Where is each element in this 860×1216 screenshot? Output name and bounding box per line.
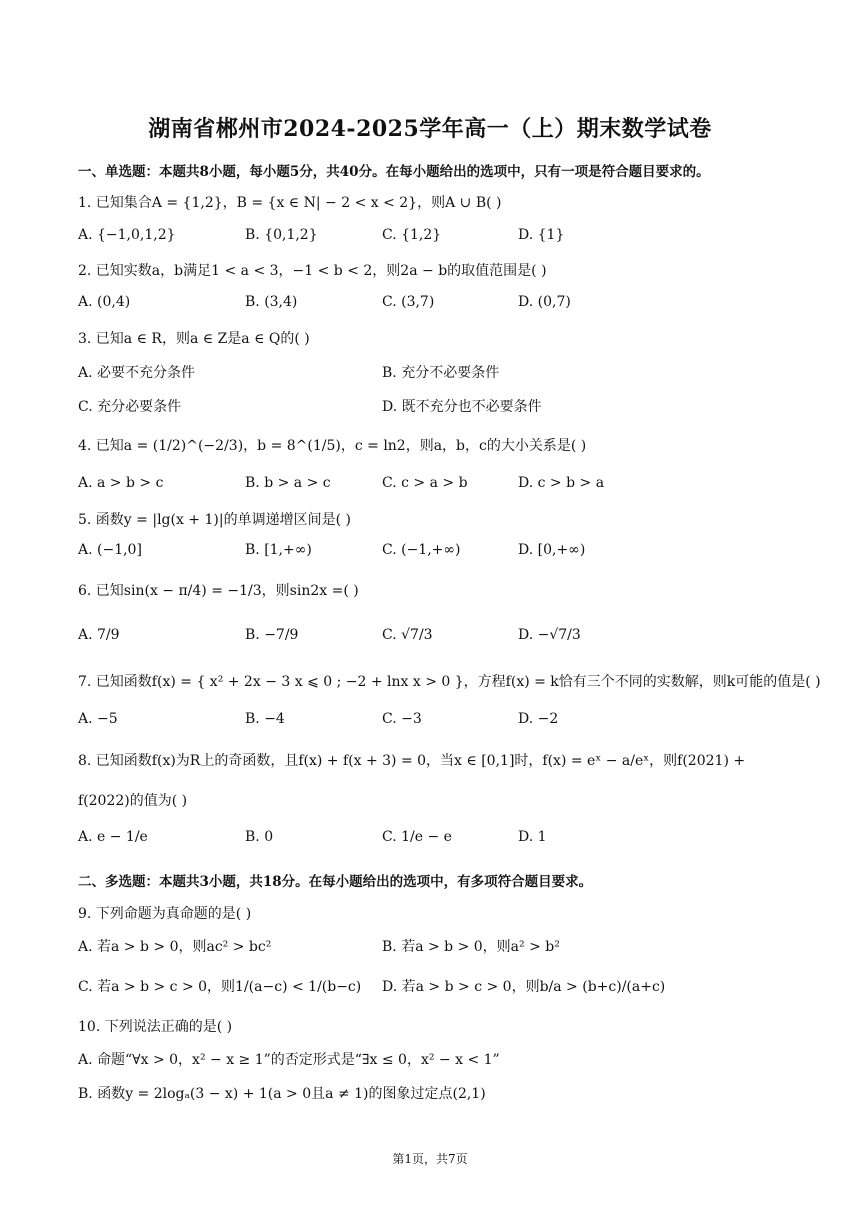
q9-option-a: A. 若a > b > 0，则ac² > bc² — [78, 939, 272, 955]
q5-option-d: D. [0,+∞) — [518, 542, 586, 558]
question-8-continued: f(2022)的值为( ) — [78, 793, 188, 809]
q1-option-a: A. {−1,0,1,2} — [78, 227, 176, 243]
section-single-choice: 一、单选题：本题共8小题，每小题5分，共40分。在每小题给出的选项中，只有一项是符合题目要求的。 — [78, 164, 710, 180]
q7-option-d: D. −2 — [518, 711, 559, 727]
q2-option-b: B. (3,4) — [245, 294, 298, 310]
q7-option-c: C. −3 — [382, 711, 422, 727]
q5-option-c: C. (−1,+∞) — [382, 542, 461, 558]
q7-option-a: A. −5 — [78, 711, 118, 727]
q4-option-a: A. a > b > c — [78, 475, 164, 491]
q1-option-d: D. {1} — [518, 227, 565, 243]
q1-option-c: C. {1,2} — [382, 227, 442, 243]
q5-option-a: A. (−1,0] — [78, 542, 142, 558]
q1-option-b: B. {0,1,2} — [245, 227, 318, 243]
q6-option-d: D. −√7/3 — [518, 627, 581, 643]
q4-option-b: B. b > a > c — [245, 475, 331, 491]
q3-option-a: A. 必要不充分条件 — [78, 365, 196, 381]
q10-option-b: B. 函数y = 2logₐ(3 − x) + 1(a > 0且a ≠ 1)的图象过定点(2,1) — [78, 1086, 486, 1102]
q9-option-c: C. 若a > b > c > 0，则1/(a−c) < 1/(b−c) — [78, 979, 362, 995]
q3-option-b: B. 充分不必要条件 — [382, 365, 500, 381]
q8-option-a: A. e − 1/e — [78, 829, 148, 845]
q9-option-d: D. 若a > b > c > 0，则b/a > (b+c)/(a+c) — [382, 979, 666, 995]
question-3: 3. 已知a ∈ R，则a ∈ Z是a ∈ Q的( ) — [78, 331, 310, 347]
page-footer: 第1页，共7页 — [392, 1152, 468, 1166]
q3-option-d: D. 既不充分也不必要条件 — [382, 399, 542, 415]
q4-option-c: C. c > a > b — [382, 475, 468, 491]
question-8: 8. 已知函数f(x)为R上的奇函数，且f(x) + f(x + 3) = 0，当x ∈ [0,1]时，f(x) = eˣ − a/eˣ，则f(2021) + — [78, 753, 746, 769]
q5-option-b: B. [1,+∞) — [245, 542, 312, 558]
q10-option-a: A. 命题“∀x > 0，x² − x ≥ 1”的否定形式是“∃x ≤ 0，x² − x < 1” — [78, 1052, 500, 1068]
q6-option-a: A. 7/9 — [78, 627, 120, 643]
question-9: 9. 下列命题为真命题的是( ) — [78, 906, 252, 922]
question-1: 1. 已知集合A = {1,2}，B = {x ∈ N| − 2 < x < 2}，则A ∪ B( ) — [78, 195, 502, 211]
q4-option-d: D. c > b > a — [518, 475, 605, 491]
q3-option-c: C. 充分必要条件 — [78, 399, 182, 415]
question-5: 5. 函数y = |lg(x + 1)|的单调递增区间是( ) — [78, 512, 351, 528]
section-multiple-choice: 二、多选题：本题共3小题，共18分。在每小题给出的选项中，有多项符合题目要求。 — [78, 874, 593, 890]
q8-option-b: B. 0 — [245, 829, 274, 845]
q8-option-c: C. 1/e − e — [382, 829, 452, 845]
q9-option-b: B. 若a > b > 0，则a² > b² — [382, 939, 560, 955]
q2-option-a: A. (0,4) — [78, 294, 131, 310]
q7-option-b: B. −4 — [245, 711, 285, 727]
q2-option-d: D. (0,7) — [518, 294, 571, 310]
q2-option-c: C. (3,7) — [382, 294, 435, 310]
question-2: 2. 已知实数a，b满足1 < a < 3，−1 < b < 2，则2a − b的取值范围是( ) — [78, 263, 547, 279]
page-title: 湖南省郴州市2024-2025学年高一（上）期末数学试卷 — [148, 116, 712, 142]
question-4: 4. 已知a = (1/2)^(−2/3)，b = 8^(1/5)，c = ln2，则a，b，c的大小关系是( ) — [78, 438, 587, 454]
question-7: 7. 已知函数f(x) = { x² + 2x − 3 x ⩽ 0 ; −2 + lnx x > 0 }，方程f(x) = k恰有三个不同的实数解，则k可能的值是( ) — [78, 674, 821, 690]
question-6: 6. 已知sin(x − π/4) = −1/3，则sin2x =( ) — [78, 583, 359, 599]
q6-option-c: C. √7/3 — [382, 627, 433, 643]
q8-option-d: D. 1 — [518, 829, 547, 845]
q6-option-b: B. −7/9 — [245, 627, 299, 643]
question-10: 10. 下列说法正确的是( ) — [78, 1019, 233, 1035]
